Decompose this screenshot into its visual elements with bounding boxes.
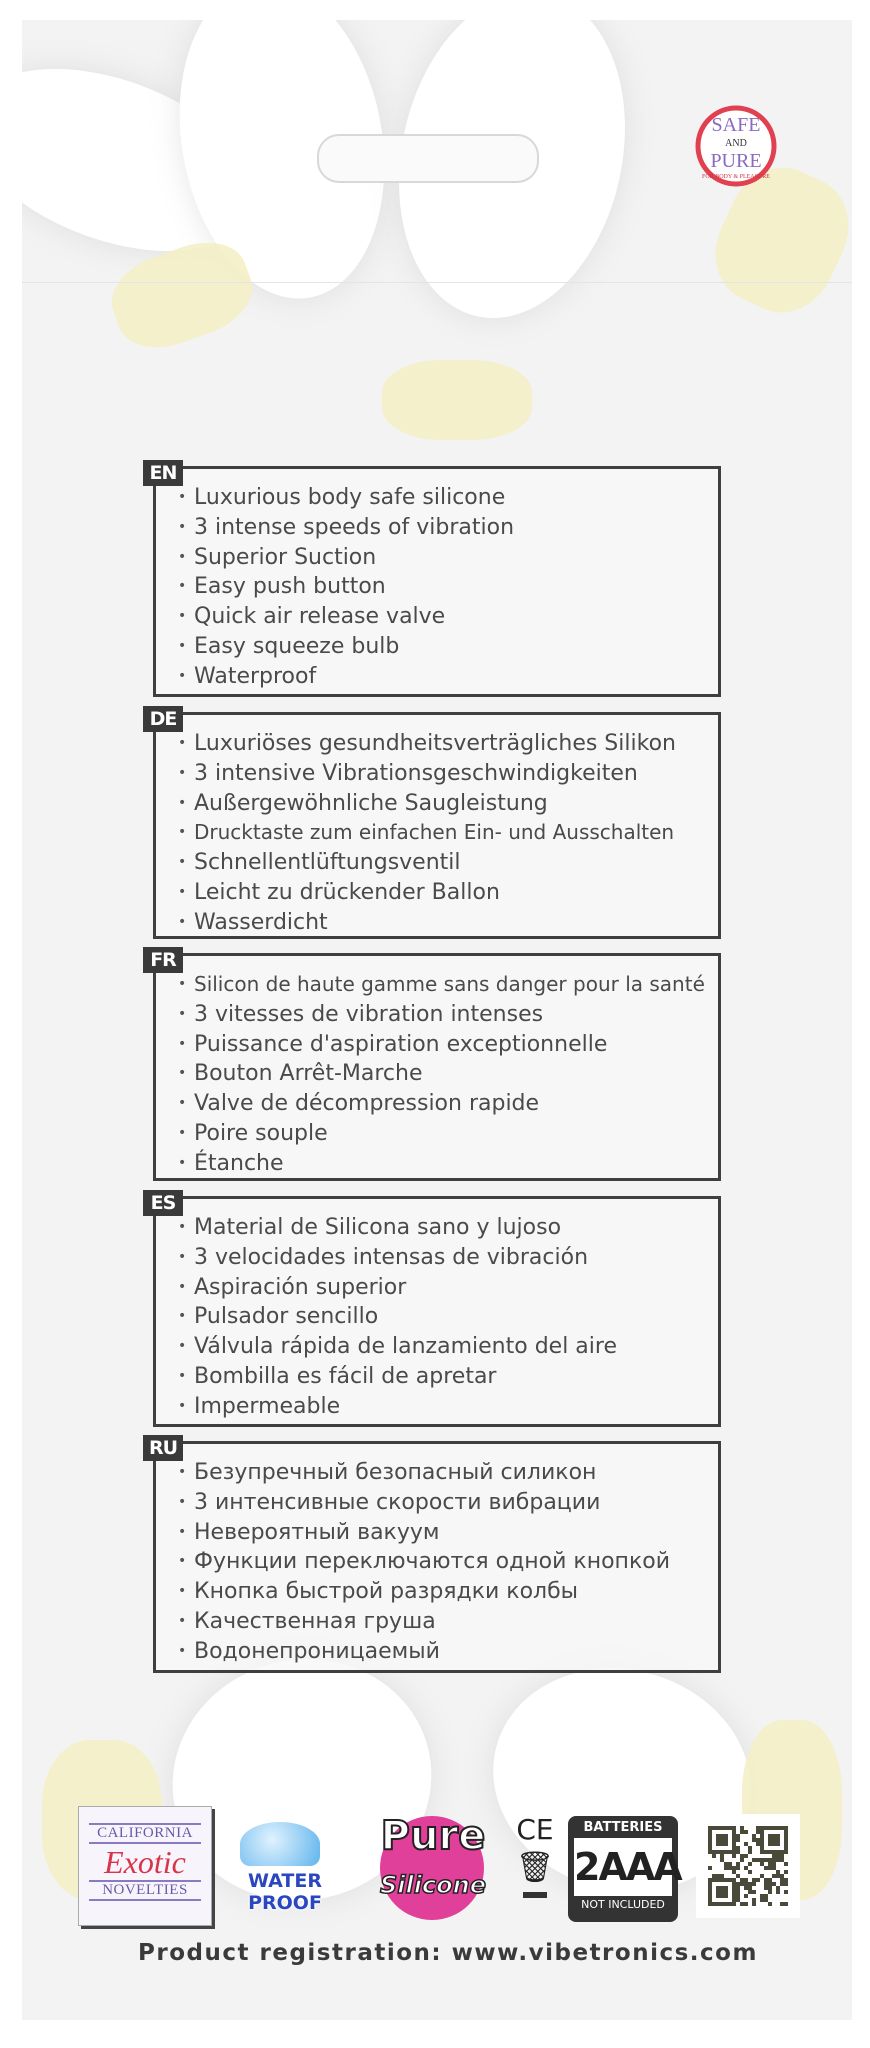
language-tag-fr: FR: [143, 947, 183, 973]
feature-item: • 3 vitesses de vibration intenses: [194, 1000, 718, 1030]
feature-item: • Качественная груша: [194, 1607, 718, 1637]
feature-box-es: [153, 1196, 721, 1427]
feature-item: • 3 velocidades intensas de vibración: [194, 1243, 718, 1273]
feature-item: • Leicht zu drückender Ballon: [194, 878, 718, 908]
feature-item: • 3 intensive Vibrationsgeschwindigkeiten: [194, 759, 718, 789]
feature-item: • Valve de décompression rapide: [194, 1089, 718, 1119]
hanger-hole: [317, 134, 539, 183]
feature-item: • Easy push button: [194, 572, 718, 602]
batteries-note: NOT INCLUDED: [581, 1898, 665, 1911]
safe-logo-tagline: FOR BODY & PLEASURE: [702, 174, 770, 180]
feature-item: • Функции переключаются одной кнопкой: [194, 1547, 718, 1577]
silicone-text: Silicone: [379, 1871, 487, 1899]
language-tag-de: DE: [143, 706, 183, 732]
feature-item: • Безупречный безопасный силикон: [194, 1458, 718, 1488]
feature-item: • Водонепроницаемый: [194, 1637, 718, 1667]
feature-box-ru: [153, 1441, 721, 1673]
yellow-decoration: [382, 360, 532, 440]
feature-item: • Étanche: [194, 1149, 718, 1179]
ce-mark-icon: CE: [516, 1813, 554, 1846]
feature-item: • Aspiración superior: [194, 1273, 718, 1303]
feature-item: • Easy squeeze bulb: [194, 632, 718, 662]
california-exotic-logo: [78, 1806, 212, 1926]
feature-item: • Кнопка быстрой разрядки колбы: [194, 1577, 718, 1607]
safe-logo-line3: PURE: [710, 150, 762, 172]
cen-line3: NOVELTIES: [89, 1880, 201, 1901]
waterproof-icon: [230, 1822, 340, 1918]
feature-item: • Bombilla es fácil de apretar: [194, 1362, 718, 1392]
language-tag-ru: RU: [143, 1435, 183, 1461]
feature-item: • Schnellentlüftungsventil: [194, 848, 718, 878]
batteries-label: BATTERIES: [583, 1820, 663, 1835]
feature-item: • Bouton Arrêt-Marche: [194, 1059, 718, 1089]
feature-box-en: [153, 466, 721, 697]
batteries-badge: [568, 1816, 681, 1922]
feature-item: • Luxuriöses gesundheitsverträgliches Silikon: [194, 729, 718, 759]
qr-code-icon: [696, 1814, 800, 1918]
feature-item: • Válvula rápida de lanzamiento del aire: [194, 1332, 718, 1362]
cen-line2: Exotic: [104, 1844, 186, 1880]
weee-bar: [523, 1892, 547, 1898]
product-registration-text: Product registration: www.vibetronics.com: [138, 1940, 758, 1966]
feature-box-de: [153, 712, 721, 939]
feature-item: • Außergewöhnliche Saugleistung: [194, 789, 718, 819]
compliance-marks: [512, 1814, 558, 1924]
feature-item: • Impermeable: [194, 1392, 718, 1422]
weee-bin-icon: 🗑: [515, 1850, 555, 1885]
feature-item: • Невероятный вакуум: [194, 1518, 718, 1548]
safe-logo-line1: SAFE: [711, 114, 761, 136]
feature-item: • Waterproof: [194, 662, 718, 692]
safe-logo-line2: AND: [725, 138, 747, 149]
feature-item: • Quick air release valve: [194, 602, 718, 632]
language-tag-es: ES: [143, 1190, 183, 1216]
safe-and-pure-logo: [690, 100, 780, 190]
waterproof-line1: WATER: [248, 1870, 322, 1892]
logo-row: [78, 1806, 818, 1926]
pure-silicone-logo: [368, 1810, 498, 1926]
feature-item: • 3 intense speeds of vibration: [194, 513, 718, 543]
feature-item: • Drucktaste zum einfachen Ein- und Ausschalten: [194, 818, 718, 848]
feature-item: • 3 интенсивные скорости вибрации: [194, 1488, 718, 1518]
feature-box-fr: [153, 953, 721, 1181]
wave-icon: [240, 1822, 320, 1866]
language-tag-en: EN: [143, 460, 183, 486]
batteries-count: 2AAA: [574, 1838, 672, 1896]
feature-item: • Puissance d'aspiration exceptionnelle: [194, 1030, 718, 1060]
feature-item: • Superior Suction: [194, 543, 718, 573]
waterproof-line2: PROOF: [248, 1892, 322, 1914]
feature-item: • Pulsador sencillo: [194, 1302, 718, 1332]
cen-line1: CALIFORNIA: [89, 1823, 201, 1844]
feature-item: • Silicon de haute gamme sans danger pour la santé: [194, 970, 718, 1000]
feature-item: • Poire souple: [194, 1119, 718, 1149]
feature-item: • Material de Silicona sano y lujoso: [194, 1213, 718, 1243]
feature-item: • Luxurious body safe silicone: [194, 483, 718, 513]
pure-text: Pure: [380, 1813, 486, 1859]
feature-item: • Wasserdicht: [194, 908, 718, 938]
